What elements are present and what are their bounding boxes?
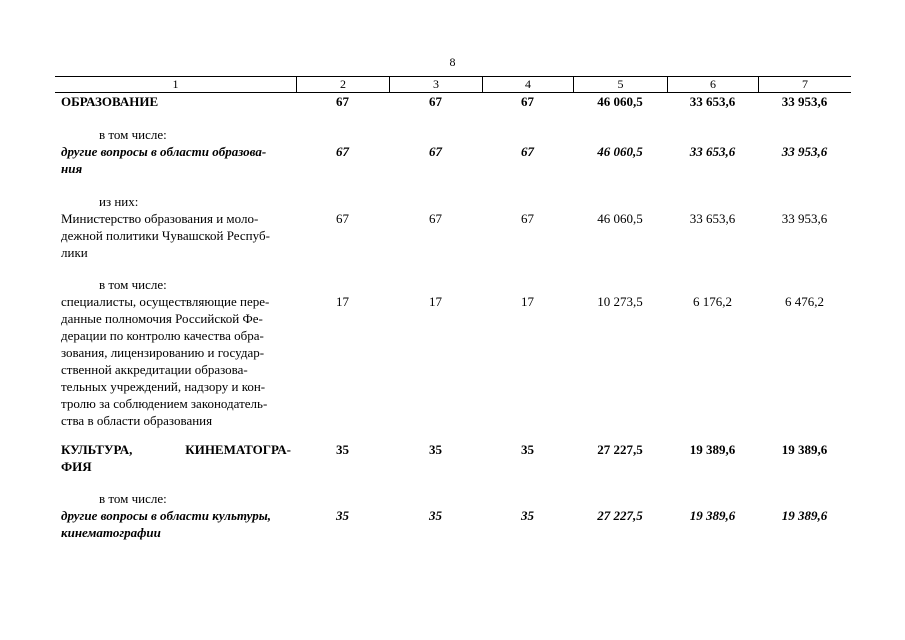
cell-col7: 19 389,6 xyxy=(781,442,828,457)
row-label xyxy=(61,210,291,261)
row-label: в том числе: xyxy=(99,127,167,142)
column-header-2: 2 xyxy=(296,77,389,92)
row-label-line: другие вопросы в области культуры, xyxy=(61,508,272,523)
row-label-line: ства в области образования xyxy=(61,413,213,428)
cell-col5: 27 227,5 xyxy=(597,508,643,523)
cell-col4: 35 xyxy=(521,508,534,523)
row-label-line: ственной аккредитации образова- xyxy=(61,362,248,377)
cell-col7: 33 953,6 xyxy=(781,144,828,159)
cell-col4: 67 xyxy=(521,94,534,109)
cell-col2: 35 xyxy=(336,442,349,457)
cell-col5: 46 060,5 xyxy=(597,94,643,109)
cell-col6: 33 653,6 xyxy=(689,94,736,109)
cell-col6: 33 653,6 xyxy=(689,211,736,226)
row-label-line: зования, лицензированию и государ- xyxy=(61,345,265,360)
row-label-line: Министерство образования и моло- xyxy=(61,211,259,226)
cell-col7: 19 389,6 xyxy=(781,508,828,523)
column-header-5: 5 xyxy=(573,77,667,92)
cell-col5: 46 060,5 xyxy=(597,144,643,159)
row-label xyxy=(61,441,291,475)
cell-col2: 67 xyxy=(336,211,349,226)
cell-col7: 33 953,6 xyxy=(781,94,828,109)
cell-col2: 35 xyxy=(336,508,349,523)
cell-col4: 67 xyxy=(521,211,534,226)
row-label-line: лики xyxy=(61,245,88,260)
row-label: ОБРАЗОВАНИЕ xyxy=(61,94,159,109)
cell-col7: 6 476,2 xyxy=(785,294,824,309)
cell-col3: 35 xyxy=(429,442,442,457)
cell-col5: 27 227,5 xyxy=(597,442,643,457)
row-label-line: ния xyxy=(61,161,83,176)
row-label-line: тролю за соблюдением законодатель- xyxy=(61,396,268,411)
cell-col3: 67 xyxy=(429,211,442,226)
cell-col5: 10 273,5 xyxy=(597,294,643,309)
cell-col3: 17 xyxy=(429,294,442,309)
cell-col2: 67 xyxy=(336,94,349,109)
cell-col6: 6 176,2 xyxy=(693,294,732,309)
column-header-4: 4 xyxy=(482,77,573,92)
cell-col2: 67 xyxy=(336,144,349,159)
cell-col4: 17 xyxy=(521,294,534,309)
column-header-3: 3 xyxy=(389,77,482,92)
row-label-line: КУЛЬТУРА, КИНЕМАТОГРА- xyxy=(61,442,291,457)
cell-col3: 35 xyxy=(429,508,442,523)
row-label-line: кинематографии xyxy=(61,525,161,540)
cell-col3: 67 xyxy=(429,144,442,159)
cell-col6: 19 389,6 xyxy=(689,442,736,457)
row-label-line: тельных учреждений, надзору и кон- xyxy=(61,379,266,394)
row-label xyxy=(61,293,291,429)
cell-col6: 19 389,6 xyxy=(689,508,736,523)
cell-col3: 67 xyxy=(429,94,442,109)
cell-col4: 35 xyxy=(521,442,534,457)
column-header-6: 6 xyxy=(667,77,758,92)
cell-col7: 33 953,6 xyxy=(781,211,828,226)
cell-col2: 17 xyxy=(336,294,349,309)
row-label-line: другие вопросы в области образова- xyxy=(61,144,267,159)
row-label-line: данные полномочия Российской Фе- xyxy=(61,311,263,326)
page-number: 8 xyxy=(449,55,456,69)
row-label-line: специалисты, осуществляющие пере- xyxy=(61,294,270,309)
row-label xyxy=(61,507,291,541)
row-label xyxy=(61,143,291,177)
column-header-7: 7 xyxy=(758,77,851,92)
row-label-line: дерации по контролю качества обра- xyxy=(61,328,264,343)
table-header xyxy=(55,76,851,93)
row-label: в том числе: xyxy=(99,491,167,506)
row-label-line: ФИЯ xyxy=(61,459,92,474)
cell-col5: 46 060,5 xyxy=(597,211,643,226)
cell-col4: 67 xyxy=(521,144,534,159)
row-label-line: дежной политики Чувашской Респуб- xyxy=(61,228,270,243)
row-label: в том числе: xyxy=(99,277,167,292)
row-label: из них: xyxy=(99,194,139,209)
column-header-1: 1 xyxy=(172,77,179,91)
cell-col6: 33 653,6 xyxy=(689,144,736,159)
